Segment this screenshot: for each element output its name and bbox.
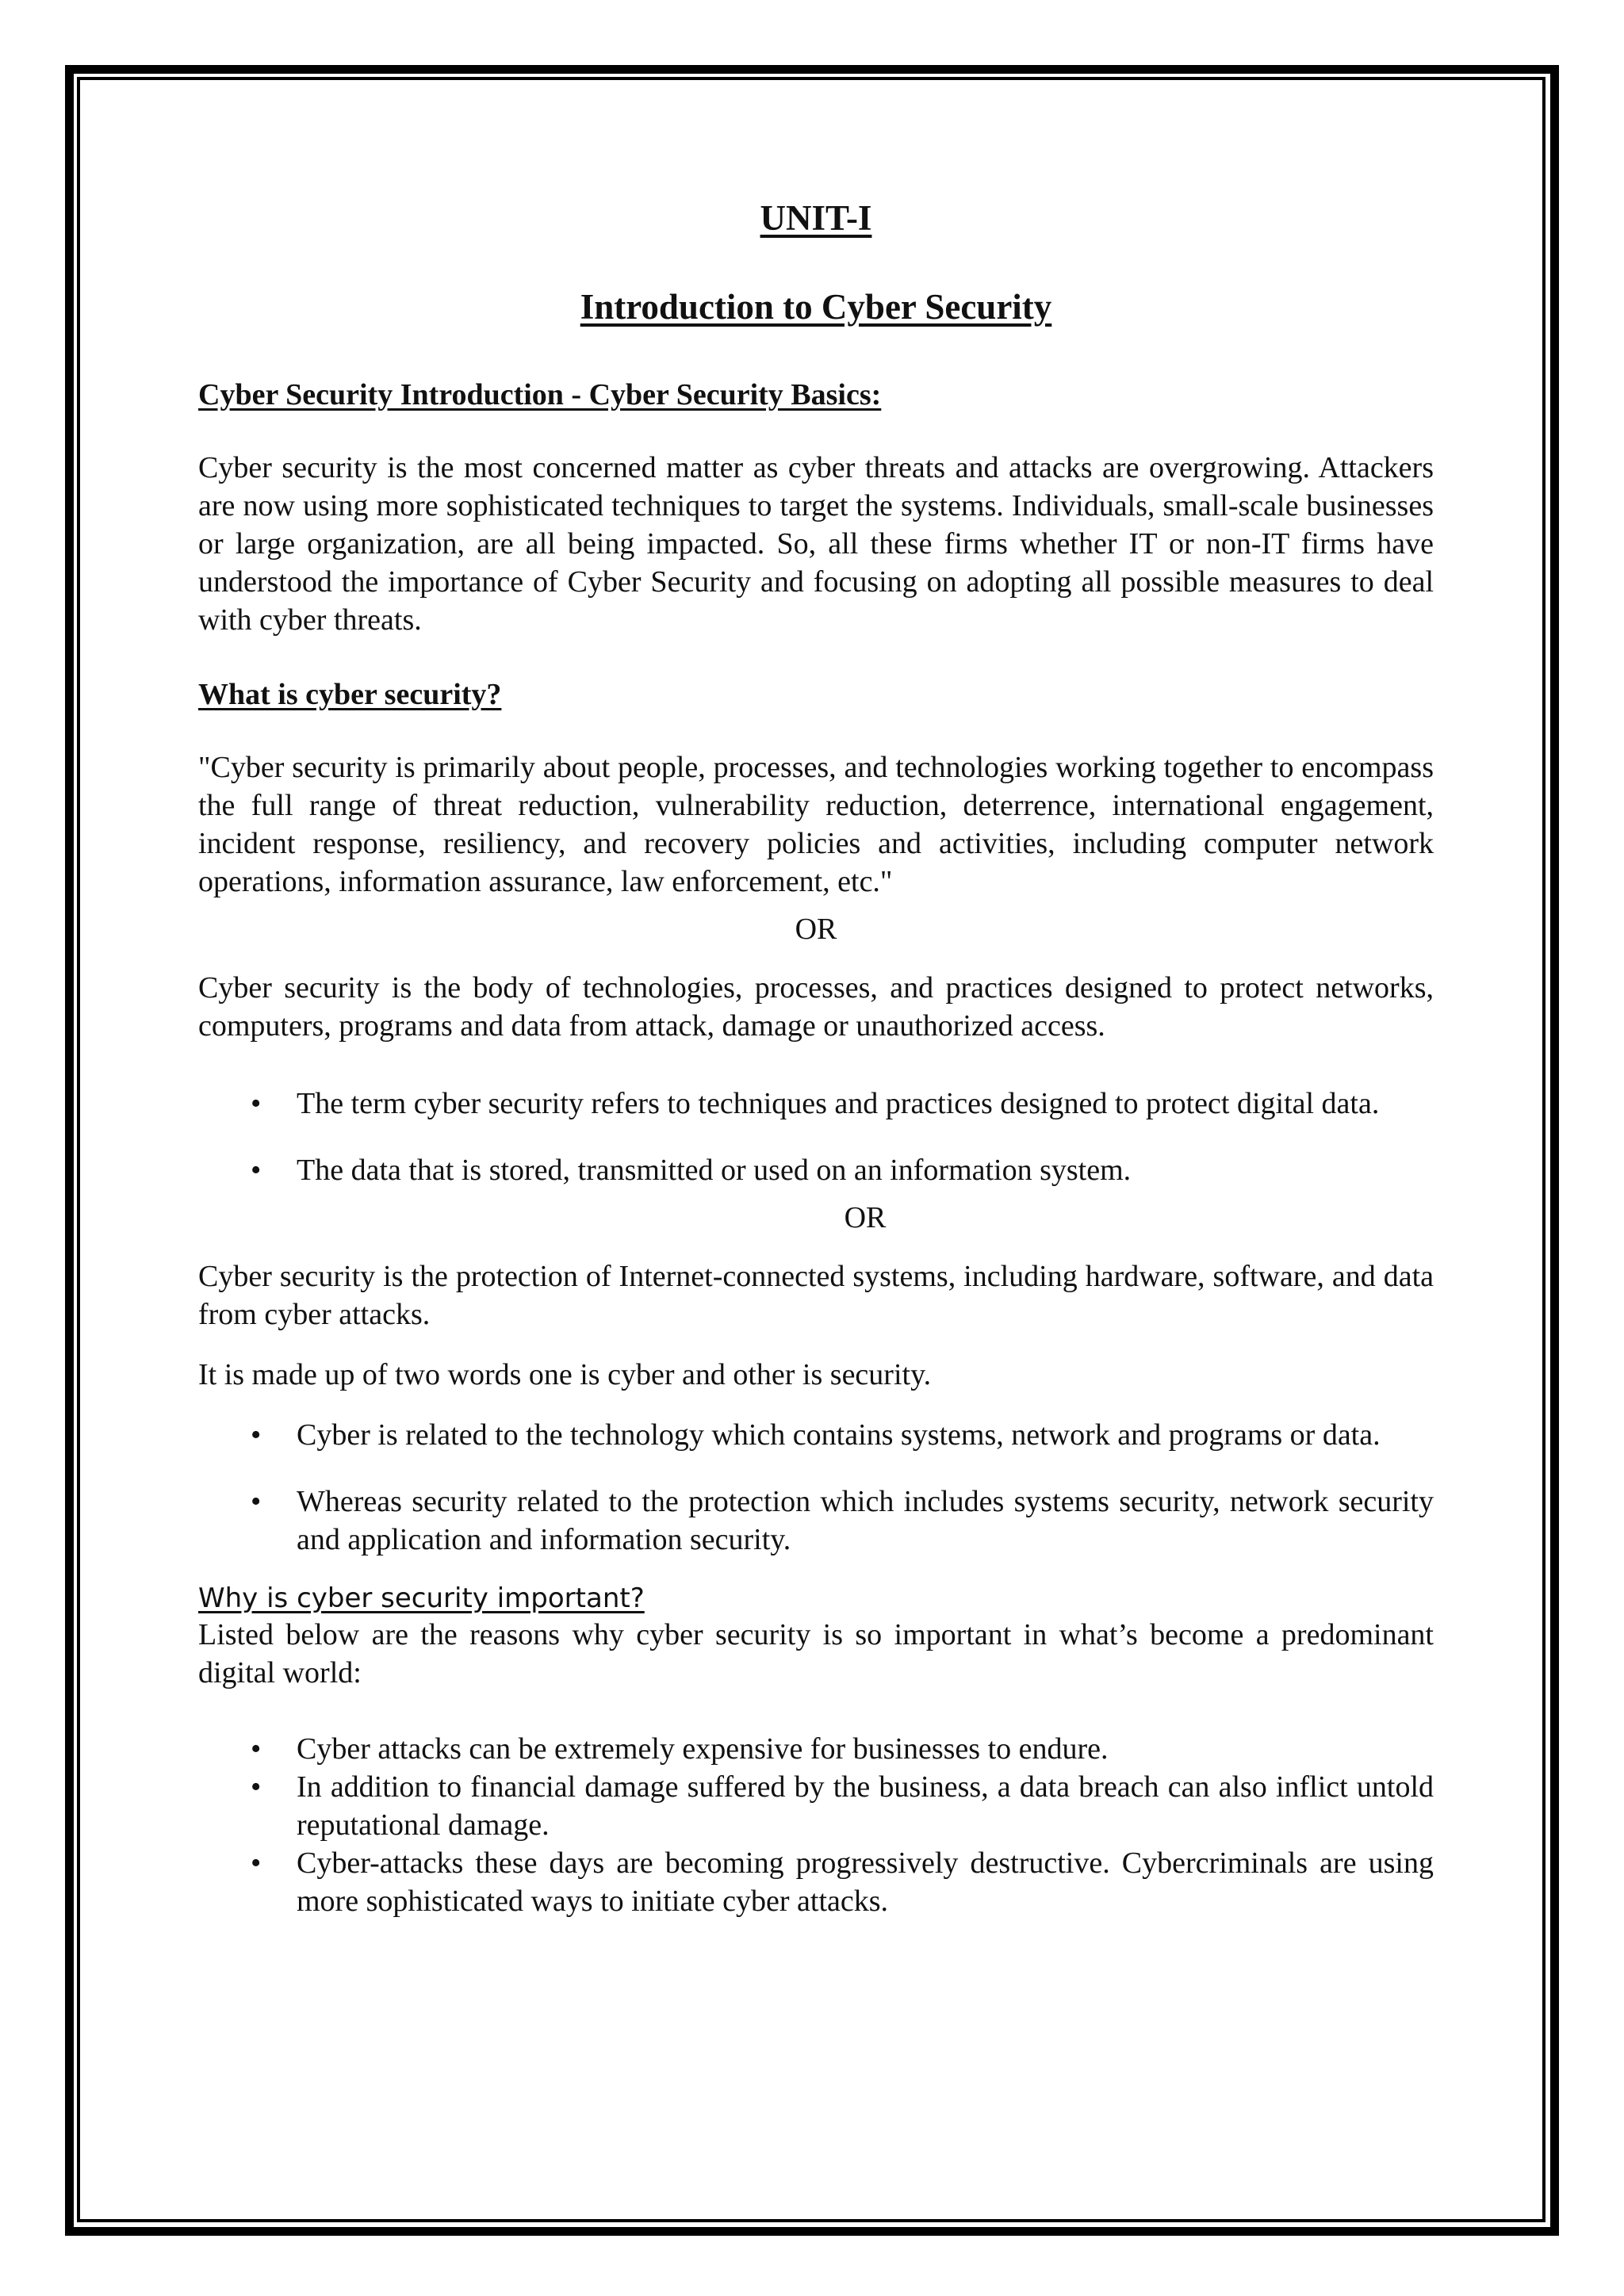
- bullet-icon: •: [251, 1418, 262, 1452]
- bullet-icon: •: [251, 1732, 262, 1766]
- list-item-text: Cyber-attacks these days are becoming progressively destructive. Cybercriminals are using more sophisticated ways to initiate cyber attacks.: [297, 1846, 1434, 1918]
- definition-paragraph: Cyber security is the body of technologies, processes, and practices designed to protect networks, computers, programs and data from attack, damage or unauthorized access.: [198, 971, 1434, 1043]
- reasons-intro: Listed below are the reasons why cyber security is so important in what’s become a predominant digital world:: [198, 1618, 1434, 1689]
- list-item-text: Cyber is related to the technology which contains systems, network and programs or data.: [297, 1418, 1381, 1452]
- list-item: [198, 1151, 1434, 1189]
- definition-quote: "Cyber security is primarily about people, processes, and technologies working together to encompass the full range of threat reduction, vulnerability reduction, deterrence, international engagement, incident response, resiliency, and recovery policies and activities, including computer network operations, information assurance, law enforcement, etc.": [198, 751, 1434, 898]
- list-item: [198, 1730, 1434, 1768]
- list-item-text: Whereas security related to the protection which includes systems security, network security and application and information security.: [297, 1485, 1434, 1556]
- list-item: [198, 1768, 1434, 1844]
- intro-paragraph: Cyber security is the most concerned matter as cyber threats and attacks are overgrowing. Attackers are now using more sophisticated techniques to target the systems. Individuals, small-scale businesses or large organization, are all being impacted. So, all these firms whether IT or non-IT firms have understood the importance of Cyber Security and focusing on adopting all possible measures to deal with cyber threats.: [198, 451, 1434, 637]
- unit-title: UNIT-I: [760, 198, 872, 238]
- two-words-sentence: It is made up of two words one is cyber and other is security.: [198, 1358, 932, 1391]
- reasons-bullet-list: [198, 1730, 1434, 1920]
- list-item: [198, 1416, 1434, 1454]
- list-item-text: In addition to financial damage suffered by the business, a data breach can also inflict untold reputational damage.: [297, 1770, 1434, 1842]
- section-heading-what-is: What is cyber security?: [198, 678, 502, 711]
- page-title: Introduction to Cyber Security: [580, 287, 1052, 327]
- list-item: [198, 1085, 1434, 1123]
- or-separator: OR: [795, 913, 837, 946]
- list-item-text: Cyber attacks can be extremely expensive for businesses to endure.: [297, 1732, 1109, 1766]
- list-item: [198, 1844, 1434, 1920]
- definition-bullet-list: [198, 1085, 1434, 1189]
- list-item-text: The data that is stored, transmitted or used on an information system.: [297, 1154, 1132, 1187]
- definition-paragraph: Cyber security is the protection of Internet-connected systems, including hardware, software, and data from cyber attacks.: [198, 1260, 1434, 1331]
- cyber-security-bullet-list: [198, 1416, 1434, 1559]
- list-item-text: The term cyber security refers to techniques and practices designed to protect digital data.: [297, 1087, 1380, 1120]
- list-item: [198, 1483, 1434, 1559]
- bullet-icon: •: [251, 1485, 262, 1518]
- document-body: [198, 376, 1434, 1920]
- section-heading-why-important: Why is cyber security important?: [198, 1582, 645, 1614]
- bullet-icon: •: [251, 1770, 262, 1804]
- bullet-icon: •: [251, 1846, 262, 1880]
- or-separator: OR: [844, 1201, 887, 1234]
- section-heading-basics: Cyber Security Introduction - Cyber Security Basics:: [198, 378, 882, 411]
- bullet-icon: •: [251, 1087, 262, 1120]
- bullet-icon: •: [251, 1154, 262, 1187]
